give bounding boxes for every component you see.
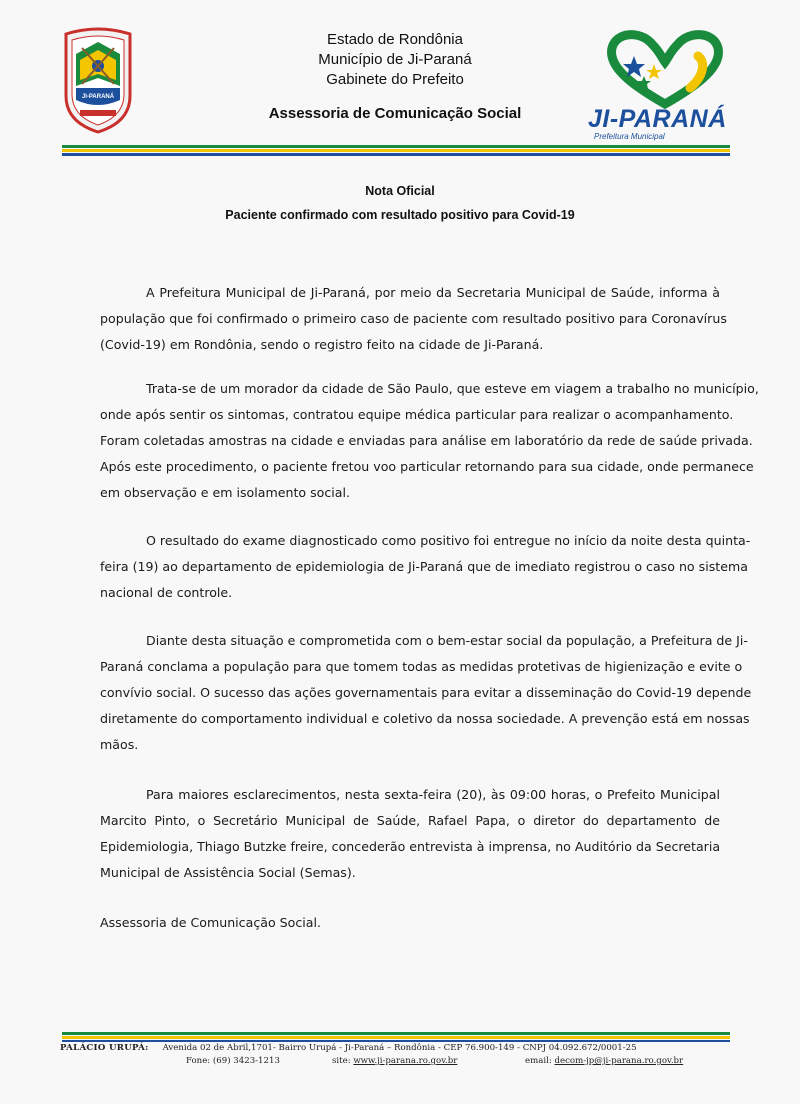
text-line: em observação e em isolamento social.: [100, 485, 351, 500]
footer-label: PALÁCIO URUPÁ:: [60, 1043, 149, 1053]
footer-address-row: [60, 1042, 637, 1055]
text-line: Marcito Pinto, o Secretário Municipal de Saúde, Rafael Papa, o diretor do departamento de: [100, 813, 720, 828]
text-line: mãos.: [100, 737, 139, 752]
header-stripe-blue: [62, 153, 730, 156]
header-stripe-yellow: [62, 149, 730, 152]
paragraph-2: [100, 376, 759, 506]
footer-site-label: site:: [332, 1056, 351, 1066]
footer-stripe-green: [62, 1032, 730, 1035]
footer-phone: Fone: (69) 3423-1213: [186, 1056, 280, 1066]
coat-of-arms-icon: [58, 26, 138, 136]
paragraph-4: [100, 628, 752, 758]
paragraph-3: [100, 528, 751, 606]
document-subtitle: Paciente confirmado com resultado positivo para Covid-19: [225, 208, 575, 222]
footer-site-row: [332, 1055, 457, 1068]
document-title: Nota Oficial: [365, 184, 435, 198]
header-municipality: Município de Ji-Paraná: [318, 51, 472, 68]
letterhead: [230, 30, 560, 124]
text-line: O resultado do exame diagnosticado como positivo foi entregue no início da noite desta quinta-: [146, 533, 751, 548]
header-state: Estado de Rondônia: [327, 31, 463, 48]
logo-wordmark: JI-PARANÁ: [588, 105, 727, 133]
text-line: Paraná conclama a população para que tomem todas as medidas protetivas de higienização e evite o: [100, 659, 743, 674]
footer-email-label: email:: [525, 1056, 552, 1066]
footer-address: Avenida 02 de Abril,1701- Bairro Urupá - Ji-Paraná – Rondônia - CEP 76.900-149 - CNPJ 04.092.672/0001-25: [162, 1043, 637, 1053]
footer-email-row: [525, 1055, 683, 1068]
text-line: onde após sentir os sintomas, contratou equipe médica particular para realizar o acompanhamento.: [100, 407, 734, 422]
text-line: (Covid-19) em Rondônia, sendo o registro feito na cidade de Ji-Paraná.: [100, 337, 544, 352]
header-stripe-green: [62, 145, 730, 148]
text-line: Trata-se de um morador da cidade de São Paulo, que esteve em viagem a trabalho no município,: [146, 381, 759, 396]
text-line: Após este procedimento, o paciente fretou voo particular retornando para sua cidade, onde permanece: [100, 459, 754, 474]
footer-site-link[interactable]: www.ji-parana.ro.gov.br: [353, 1056, 458, 1066]
text-line: convívio social. O sucesso das ações governamentais para evitar a disseminação do Covid-19 depende: [100, 685, 752, 700]
text-line: Epidemiologia, Thiago Butzke freire, concederão entrevista à imprensa, no Auditório da Secretaria: [100, 839, 721, 854]
text-line: diretamente do comportamento individual e coletivo da nossa sociedade. A prevenção está em nossas: [100, 711, 750, 726]
text-line: nacional de controle.: [100, 585, 233, 600]
text-line: Para maiores esclarecimentos, nesta sexta-feira (20), às 09:00 horas, o Prefeito Municipal: [146, 787, 720, 802]
text-line: Foram coletadas amostras na cidade e enviadas para análise em laboratório da rede de saúde privada.: [100, 433, 753, 448]
logo-subtitle: Prefeitura Municipal: [594, 132, 665, 141]
paragraph-1: [100, 280, 727, 358]
header-cabinet: Gabinete do Prefeito: [326, 71, 464, 88]
text-line: Diante desta situação e comprometida com o bem-estar social da população, a Prefeitura de Ji-: [146, 633, 748, 648]
footer-email-link[interactable]: decom-jp@ji-parana.ro.gov.br: [554, 1056, 684, 1066]
header-office: Assessoria de Comunicação Social: [268, 105, 522, 122]
footer-stripe-yellow: [62, 1036, 730, 1039]
signature: Assessoria de Comunicação Social.: [100, 915, 322, 930]
text-line: Municipal de Assistência Social (Semas).: [100, 865, 356, 880]
paragraph-5: [100, 782, 720, 886]
text-line: feira (19) ao departamento de epidemiologia de Ji-Paraná que de imediato registrou o caso no sistema: [100, 559, 748, 574]
text-line: A Prefeitura Municipal de Ji-Paraná, por meio da Secretaria Municipal de Saúde, informa à: [146, 285, 720, 300]
crest-text: JI-PARANÁ: [81, 94, 115, 100]
text-line: população que foi confirmado o primeiro caso de paciente com resultado positivo para Coronavírus: [100, 311, 727, 326]
